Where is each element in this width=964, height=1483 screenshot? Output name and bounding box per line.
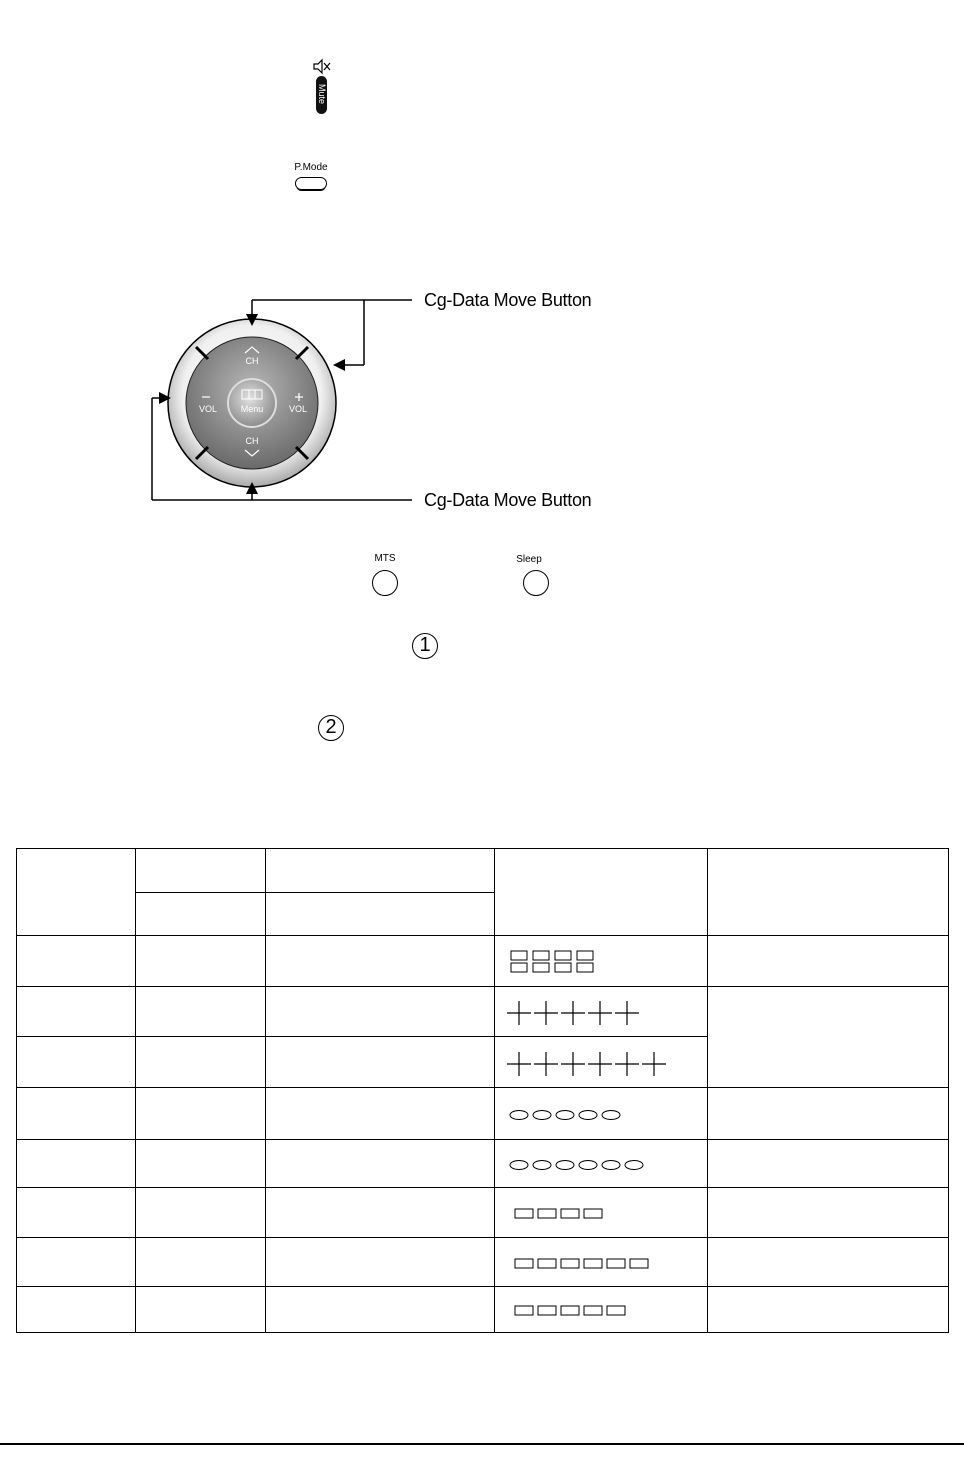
boxes-glyph bbox=[515, 1209, 533, 1218]
pmode-button-group[interactable] bbox=[290, 162, 332, 194]
crosses-glyph bbox=[642, 1052, 666, 1076]
table-row bbox=[17, 936, 949, 987]
crosses-glyph bbox=[588, 1001, 612, 1025]
boxes-glyph bbox=[584, 1306, 602, 1315]
pattern-cell bbox=[495, 1238, 708, 1287]
ch-up-label[interactable]: CH bbox=[245, 356, 259, 366]
ovals-glyph bbox=[579, 1111, 597, 1120]
crosses-glyph bbox=[615, 1001, 639, 1025]
table-row bbox=[17, 1287, 949, 1333]
boxes-glyph bbox=[538, 1306, 556, 1315]
sleep-label: Sleep bbox=[516, 554, 542, 565]
crosses-glyph bbox=[615, 1052, 639, 1076]
ovals-glyph bbox=[533, 1161, 551, 1170]
pattern-cell bbox=[495, 1140, 708, 1188]
pattern-cell bbox=[495, 987, 708, 1037]
ovals-glyph bbox=[556, 1161, 574, 1170]
mts-label: MTS bbox=[374, 553, 396, 564]
stacked-boxes-glyph bbox=[511, 951, 527, 972]
boxes-glyph bbox=[584, 1209, 602, 1218]
boxes-glyph bbox=[515, 1306, 533, 1315]
header-cell bbox=[266, 849, 495, 893]
crosses-glyph bbox=[561, 1001, 585, 1025]
pattern-cell bbox=[495, 1188, 708, 1238]
ovals-glyph bbox=[579, 1161, 597, 1170]
ovals-glyph bbox=[533, 1111, 551, 1120]
vol-minus-label[interactable]: VOL bbox=[198, 404, 217, 414]
boxes-glyph bbox=[561, 1259, 579, 1268]
spec-table bbox=[16, 848, 949, 1333]
stacked-boxes-glyph bbox=[577, 951, 593, 972]
header-cell bbox=[136, 849, 266, 893]
pattern-cell bbox=[495, 1037, 708, 1088]
ovals-glyph bbox=[556, 1111, 574, 1120]
vol-plus-label[interactable]: VOL bbox=[288, 404, 307, 414]
ovals-glyph bbox=[602, 1161, 620, 1170]
ovals-glyph bbox=[510, 1111, 528, 1120]
boxes-glyph bbox=[607, 1306, 625, 1315]
mute-icon bbox=[310, 58, 334, 76]
table-row bbox=[17, 1238, 949, 1287]
table-row bbox=[17, 1140, 949, 1188]
stacked-boxes-glyph bbox=[533, 951, 549, 972]
ovals-glyph bbox=[625, 1161, 643, 1170]
table-row bbox=[17, 1088, 949, 1140]
mute-button-group[interactable] bbox=[308, 58, 332, 118]
crosses-glyph bbox=[507, 1052, 531, 1076]
stacked-boxes-glyph bbox=[555, 951, 571, 972]
header-cell bbox=[708, 849, 949, 936]
header-cell bbox=[17, 849, 136, 936]
mute-label: Mute bbox=[317, 83, 327, 104]
table-header-row bbox=[17, 849, 949, 893]
boxes-glyph bbox=[584, 1259, 602, 1268]
crosses-glyph bbox=[588, 1052, 612, 1076]
header-cell bbox=[495, 849, 708, 936]
pattern-cell bbox=[495, 1088, 708, 1140]
crosses-glyph bbox=[507, 1001, 531, 1025]
crosses-glyph bbox=[561, 1052, 585, 1076]
callout-top: Cg-Data Move Button bbox=[424, 290, 592, 310]
ch-down-label[interactable]: CH bbox=[245, 436, 259, 446]
boxes-glyph bbox=[538, 1209, 556, 1218]
boxes-glyph bbox=[607, 1259, 625, 1268]
pmode-button[interactable] bbox=[295, 177, 327, 190]
boxes-glyph bbox=[561, 1209, 579, 1218]
crosses-glyph bbox=[534, 1001, 558, 1025]
pattern-cell bbox=[495, 936, 708, 987]
crosses-glyph bbox=[534, 1052, 558, 1076]
ovals-glyph bbox=[602, 1111, 620, 1120]
pattern-cell bbox=[495, 1287, 708, 1333]
header-cell bbox=[136, 893, 266, 936]
step-number-1: 1 bbox=[412, 633, 438, 659]
pmode-label: P.Mode bbox=[294, 162, 328, 173]
menu-label[interactable]: Menu bbox=[240, 404, 264, 414]
callout-bottom: Cg-Data Move Button bbox=[424, 490, 592, 510]
bottom-rule bbox=[0, 1443, 964, 1445]
header-cell bbox=[266, 893, 495, 936]
boxes-glyph bbox=[630, 1259, 648, 1268]
table-row bbox=[17, 987, 949, 1037]
boxes-glyph bbox=[515, 1259, 533, 1268]
mts-button[interactable] bbox=[372, 570, 398, 596]
table-row bbox=[17, 1188, 949, 1238]
sleep-button[interactable] bbox=[523, 570, 549, 596]
ovals-glyph bbox=[510, 1161, 528, 1170]
mute-button[interactable] bbox=[316, 76, 327, 114]
boxes-glyph bbox=[538, 1259, 556, 1268]
boxes-glyph bbox=[561, 1306, 579, 1315]
step-number-2: 2 bbox=[318, 715, 344, 741]
